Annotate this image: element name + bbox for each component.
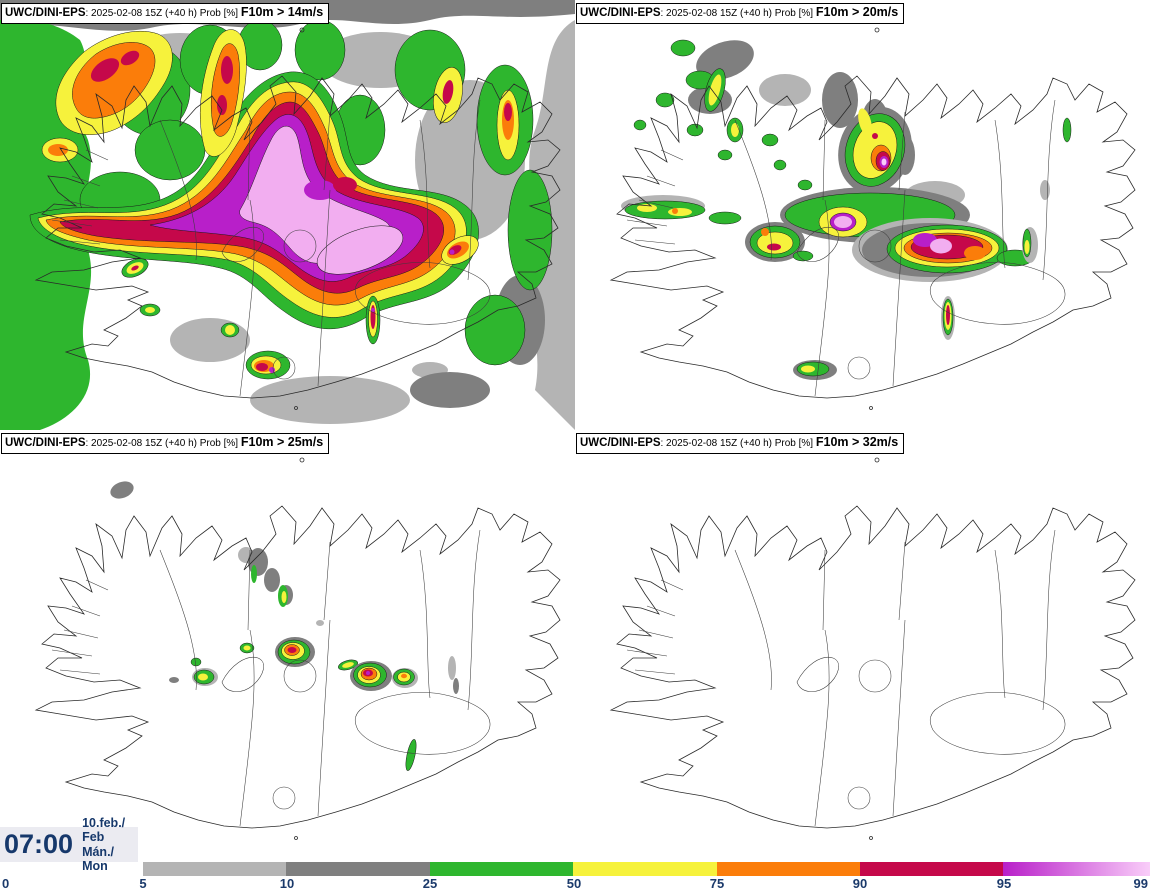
valid-date (82, 816, 138, 874)
panel-title-14ms (1, 3, 329, 24)
threshold-label: F10m > 32m/s (815, 435, 899, 449)
run-info: : 2025-02-08 15Z (+40 h) Prob [%] (660, 8, 816, 19)
model-name: UWC/DINI-EPS (5, 7, 86, 19)
map-panel-f10m-20ms (575, 0, 1150, 430)
model-name: UWC/DINI-EPS (580, 437, 661, 449)
panel-title-25ms (1, 433, 329, 454)
valid-date-line1: 10.feb./ Feb (82, 815, 126, 845)
colorbar-tick: 90 (852, 876, 868, 891)
threshold-label: F10m > 14m/s (240, 5, 324, 19)
colorbar-segment (860, 862, 1003, 876)
map-f10m-25ms (0, 430, 575, 860)
colorbar-tick: 25 (422, 876, 438, 891)
map-f10m-32ms (575, 430, 1150, 860)
colorbar-segments (143, 862, 1150, 876)
probability-field-25ms (0, 430, 575, 860)
colorbar-tick: 75 (709, 876, 725, 891)
colorbar-tick: 0 (2, 876, 10, 891)
threshold-label: F10m > 20m/s (815, 5, 899, 19)
colorbar-segment (430, 862, 573, 876)
colorbar-segment (573, 862, 716, 876)
map-f10m-14ms (0, 0, 575, 430)
colorbar-tick: 50 (566, 876, 582, 891)
colorbar-segment (143, 862, 286, 876)
valid-time: 07:00 (4, 829, 74, 859)
probability-colorbar (0, 860, 1150, 891)
map-panel-f10m-14ms (0, 0, 575, 430)
probability-field-32ms (575, 430, 1150, 860)
threshold-label: F10m > 25m/s (240, 435, 324, 449)
colorbar-segment (286, 862, 429, 876)
colorbar-segment (717, 862, 860, 876)
colorbar-segment (1003, 862, 1150, 876)
map-f10m-20ms (575, 0, 1150, 430)
colorbar-tick: 99 (1133, 876, 1148, 891)
valid-time-box (0, 815, 138, 873)
valid-date-line2: Mán./ Mon (82, 844, 115, 873)
panel-title-20ms (576, 3, 904, 24)
run-info: : 2025-02-08 15Z (+40 h) Prob [%] (85, 8, 241, 19)
probability-field-14ms (0, 0, 575, 430)
model-name: UWC/DINI-EPS (580, 7, 661, 19)
probability-field-20ms (575, 0, 1150, 430)
model-name: UWC/DINI-EPS (5, 437, 86, 449)
run-info: : 2025-02-08 15Z (+40 h) Prob [%] (85, 438, 241, 449)
run-info: : 2025-02-08 15Z (+40 h) Prob [%] (660, 438, 816, 449)
map-panel-f10m-25ms (0, 430, 575, 860)
colorbar-tick: 95 (996, 876, 1012, 891)
map-panel-f10m-32ms (575, 430, 1150, 860)
panel-title-32ms (576, 433, 904, 454)
colorbar-tick: 10 (279, 876, 295, 891)
colorbar-tick: 5 (139, 876, 147, 891)
